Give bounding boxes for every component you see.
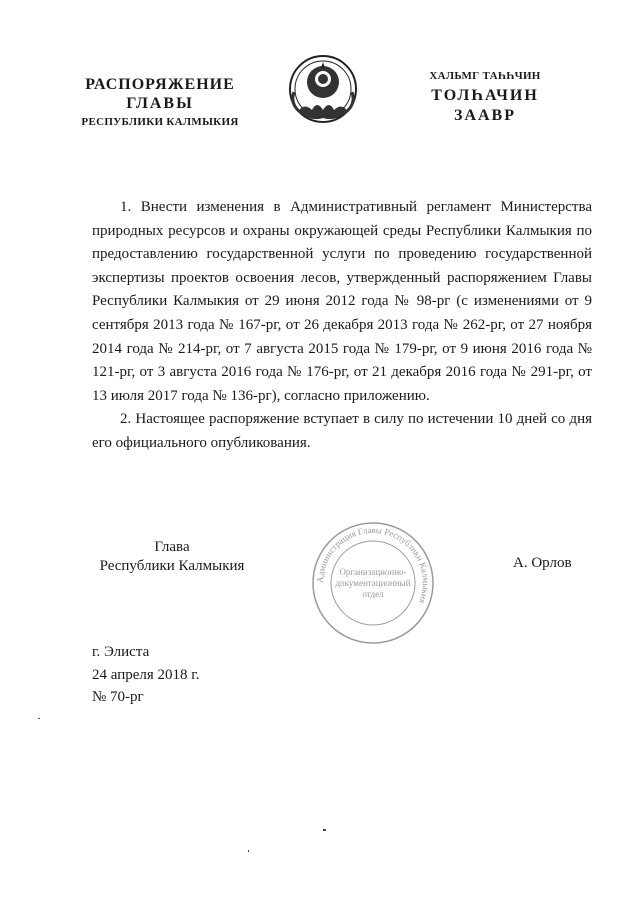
header-right-line2: ТОЛҺАЧИН (431, 87, 539, 104)
header-left-line2: ГЛАВЫ (126, 95, 194, 112)
signer-title-line1: Глава (154, 539, 190, 555)
document-date: 24 апреля 2018 г. (92, 666, 200, 683)
stamp-inner-line2: документационный (335, 578, 411, 588)
coat-of-arms-icon (284, 52, 362, 130)
paragraph-2: 2. Настоящее распоряжение вступает в силу по истечении 10 дней со дня его официального опубликования. (92, 411, 592, 451)
signer-name: А. Орлов (513, 555, 572, 571)
scan-speck (323, 829, 326, 831)
stamp-inner-line3: отдел (362, 589, 384, 599)
city: г. Элиста (92, 644, 150, 660)
scan-speck (38, 718, 40, 719)
header-right-line1: ХАЛЬМГ ТАҺҺЧИН (429, 70, 541, 82)
header-left-line3: РЕСПУБЛИКИ КАЛМЫКИЯ (81, 116, 239, 128)
header-right-title (410, 66, 560, 126)
stamp-outer-text: Администрация Главы Республики Калмыкия (314, 524, 432, 605)
header-left-line1: РАСПОРЯЖЕНИЕ (85, 76, 235, 93)
official-stamp (309, 519, 437, 647)
signer-title (92, 538, 252, 576)
stamp-inner-line1: Организационно- (339, 567, 407, 577)
document-footer (92, 641, 200, 709)
order-body (92, 196, 592, 456)
header-right-line3: ЗААВР (454, 107, 516, 124)
header-left-title (70, 75, 250, 132)
scan-speck (248, 850, 249, 852)
paragraph-1: 1. Внести изменения в Административный регламент Министерства природных ресурсов и охраны окружающей среды Республики Калмыкия по предоставлению государственной услуги по проведению государственной экспертизы проектов освоения лесов, утвержденный распоряжением Главы Республики Калмыкия от 29 июня 2012 года № 98-рг (с изменениями от 9 сентября 2013 года № 167-рг, от 26 декабря 2013 года № 262-рг, от 27 ноября 2014 года № 214-рг, от 7 августа 2015 года № 179-рг, от 9 июня 2016 года № 121-рг, от 3 августа 2016 года № 176-рг, от 21 декабря 2016 года № 291-рг, от 13 июля 2017 года № 136-рг), согласно приложению. (92, 199, 592, 404)
document-number: № 70-рг (92, 689, 144, 705)
signer-title-line2: Республики Калмыкия (99, 558, 245, 574)
